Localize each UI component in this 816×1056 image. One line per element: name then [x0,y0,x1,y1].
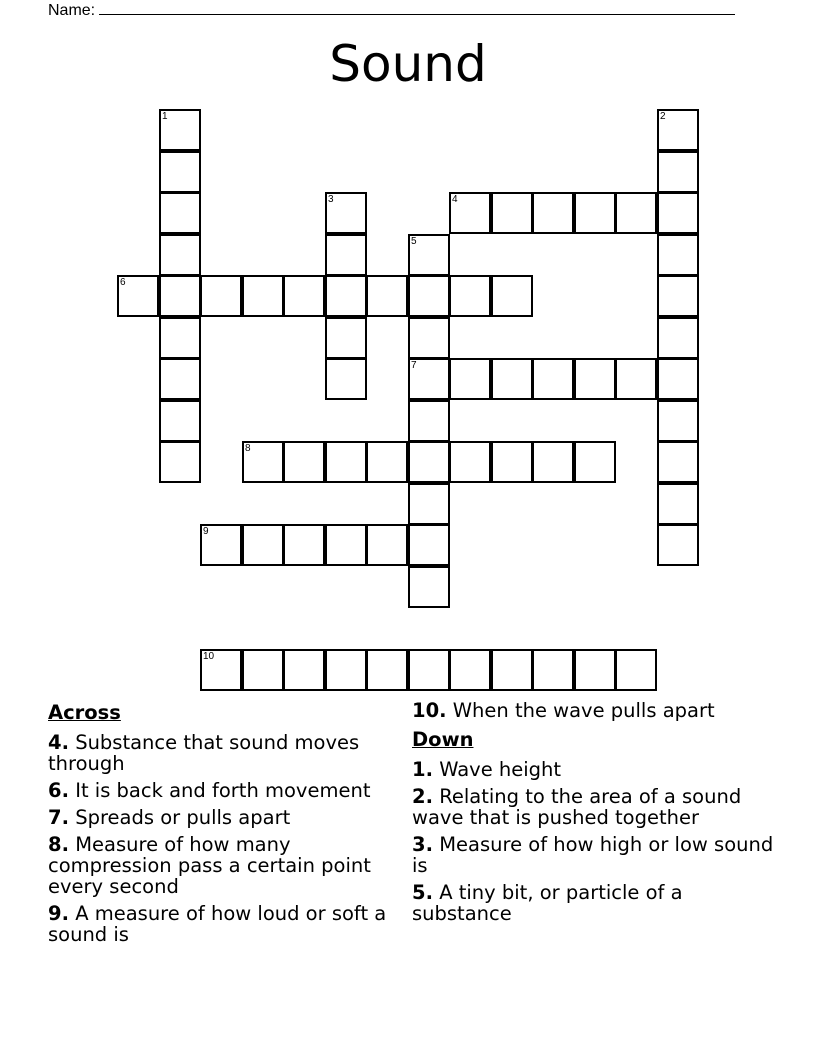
grid-cell[interactable] [615,649,657,691]
grid-cell[interactable] [283,524,325,566]
grid-cell[interactable] [366,275,408,317]
clue-number: 1. [412,758,433,781]
grid-cell[interactable] [200,524,242,566]
grid-cell[interactable] [408,649,450,691]
clue-number: 3. [412,833,433,856]
clue-text: It is back and forth movement [75,779,371,802]
grid-cell[interactable] [491,441,533,483]
cell-number: 8 [245,443,251,454]
clue-text: When the wave pulls apart [452,699,715,722]
grid-cell[interactable] [532,649,574,691]
grid-cell[interactable] [449,275,491,317]
grid-cell[interactable] [408,566,450,608]
grid-cell[interactable] [325,649,367,691]
grid-cell[interactable] [657,441,699,483]
grid-cell[interactable] [532,192,574,234]
grid-cell[interactable] [657,234,699,276]
cell-number: 3 [328,194,334,205]
grid-cell[interactable] [408,317,450,359]
grid-cell[interactable] [449,358,491,400]
cell-number: 2 [660,111,666,122]
clue-across-9 [48,903,393,945]
grid-cell[interactable] [325,524,367,566]
grid-cell[interactable] [242,441,284,483]
clue-text: Spreads or pulls apart [75,806,291,829]
clue-across-8 [48,834,393,897]
grid-cell[interactable] [408,275,450,317]
grid-cell[interactable] [159,275,201,317]
grid-cell[interactable] [159,358,201,400]
grid-cell[interactable] [532,358,574,400]
grid-cell[interactable] [408,483,450,525]
grid-cell[interactable] [408,234,450,276]
clue-number: 2. [412,785,433,808]
grid-cell[interactable] [408,524,450,566]
grid-cell[interactable] [366,441,408,483]
grid-cell[interactable] [242,275,284,317]
cell-number: 10 [203,651,215,662]
clue-number: 10. [412,699,447,722]
grid-cell[interactable] [325,358,367,400]
grid-cell[interactable] [615,358,657,400]
grid-cell[interactable] [200,649,242,691]
grid-cell[interactable] [657,151,699,193]
grid-cell[interactable] [366,649,408,691]
clue-number: 8. [48,833,69,856]
grid-cell[interactable] [657,483,699,525]
cell-number: 5 [411,236,417,247]
grid-cell[interactable] [657,524,699,566]
grid-cell[interactable] [491,649,533,691]
grid-cell[interactable] [574,358,616,400]
grid-cell[interactable] [657,109,699,151]
grid-cell[interactable] [574,192,616,234]
grid-cell[interactable] [325,234,367,276]
grid-cell[interactable] [657,358,699,400]
grid-cell[interactable] [159,441,201,483]
grid-cell[interactable] [408,400,450,442]
grid-cell[interactable] [200,275,242,317]
clue-across-6 [48,780,393,801]
grid-cell[interactable] [159,234,201,276]
name-label: Name: [48,2,96,19]
grid-cell[interactable] [325,275,367,317]
grid-cell[interactable] [366,524,408,566]
clue-number: 4. [48,731,69,754]
grid-cell[interactable] [159,317,201,359]
clue-number: 7. [48,806,69,829]
grid-cell[interactable] [491,358,533,400]
page-title: Sound [329,35,487,93]
grid-cell[interactable] [657,317,699,359]
grid-cell[interactable] [325,192,367,234]
across-heading: Across [48,701,121,724]
clue-across-7 [48,807,393,828]
clue-number: 6. [48,779,69,802]
grid-cell[interactable] [449,649,491,691]
grid-cell[interactable] [615,192,657,234]
grid-cell[interactable] [159,151,201,193]
clue-down-2 [412,786,782,828]
grid-cell[interactable] [657,400,699,442]
down-heading: Down [412,728,474,751]
clues-right-column [412,700,782,930]
grid-cell[interactable] [159,192,201,234]
grid-cell[interactable] [657,275,699,317]
grid-cell[interactable] [491,192,533,234]
clue-text: Substance that sound moves through [48,731,360,775]
clue-down-3 [412,834,782,876]
grid-cell[interactable] [117,275,159,317]
clue-text: Relating to the area of a sound wave that is pushed together [412,785,742,829]
grid-cell[interactable] [242,524,284,566]
grid-cell[interactable] [325,317,367,359]
grid-cell[interactable] [159,109,201,151]
grid-cell[interactable] [325,441,367,483]
grid-cell[interactable] [574,649,616,691]
cell-number: 9 [203,526,209,537]
clue-down-1 [412,759,782,780]
grid-cell[interactable] [449,192,491,234]
grid-cell[interactable] [491,275,533,317]
clue-text: Measure of how many compression pass a certain point every second [48,833,371,898]
cell-number: 7 [411,360,417,371]
grid-cell[interactable] [532,441,574,483]
grid-cell[interactable] [242,649,284,691]
clue-across-10 [412,700,782,721]
grid-cell[interactable] [408,441,450,483]
clue-text: A tiny bit, or particle of a substance [412,881,683,925]
grid-cell[interactable] [408,358,450,400]
cell-number: 1 [162,111,168,122]
clue-across-4 [48,732,393,774]
grid-cell[interactable] [283,275,325,317]
grid-cell[interactable] [574,441,616,483]
clue-number: 5. [412,881,433,904]
grid-cell[interactable] [159,400,201,442]
clue-text: Wave height [439,758,562,781]
cell-number: 4 [452,194,458,205]
clue-text: Measure of how high or low sound is [412,833,774,877]
grid-cell[interactable] [283,649,325,691]
clue-number: 9. [48,902,69,925]
clue-down-5 [412,882,782,924]
clues-left-column [48,700,393,951]
clue-text: A measure of how loud or soft a sound is [48,902,387,946]
grid-cell[interactable] [657,192,699,234]
grid-cell[interactable] [449,441,491,483]
grid-cell[interactable] [283,441,325,483]
cell-number: 6 [120,277,126,288]
